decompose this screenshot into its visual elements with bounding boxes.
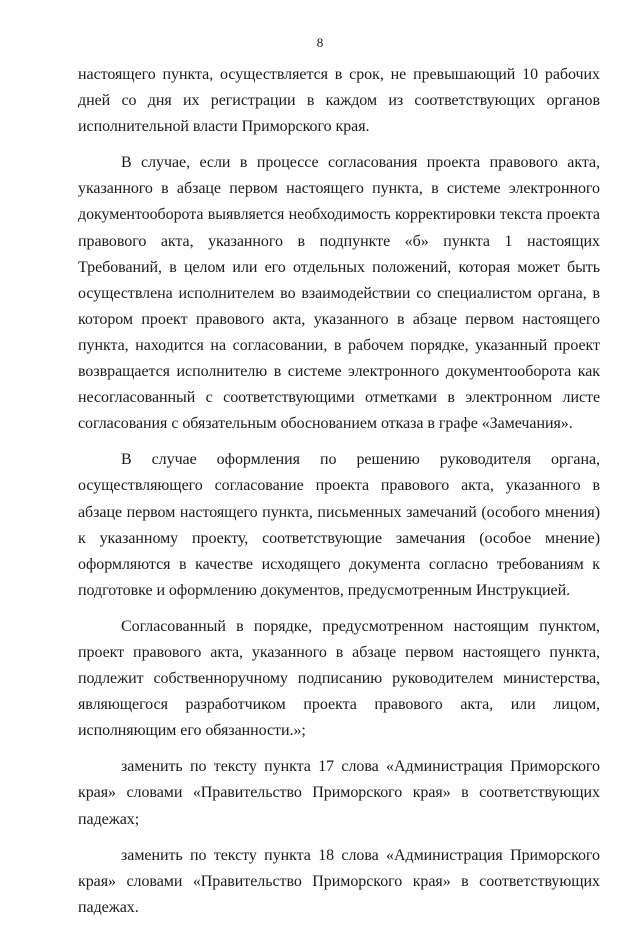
- page-number: 8: [316, 35, 324, 50]
- document-body: [78, 62, 600, 931]
- paragraph-6: заменить по тексту пункта 18 слова «Администрация Приморского края» словами «Правительство Приморского края» в соответствующих падежах.: [78, 846, 600, 916]
- paragraph-2: В случае, если в процессе согласования проекта правового акта, указанного в абзаце первом настоящего пункта, в системе электронного документооборота выявляется необходимость корректировки текста проекта правового акта, указанного в подпункте «б» пункта 1 настоящих Требований, в целом или его отдельных положений, которая может быть осуществлена исполнителем во взаимодействии со специалистом органа, в котором проект правового акта, указанного в абзаце первом настоящего пункта, находится на согласовании, в рабочем порядке, указанный проект возвращается исполнителю в системе электронного документооборота как несогласованный с соответствующими отметками в электронном листе согласования с обязательным обоснованием отказа в графе «Замечания».: [78, 154, 600, 433]
- paragraph-1: настоящего пункта, осуществляется в срок, не превышающий 10 рабочих дней со дня их регистрации в каждом из соответствующих органов исполнительной власти Приморского края.: [78, 66, 600, 136]
- paragraph-5: заменить по тексту пункта 17 слова «Администрация Приморского края» словами «Правительство Приморского края» в соответствующих падежах;: [78, 758, 600, 828]
- paragraph-4: Согласованный в порядке, предусмотренном настоящим пунктом, проект правового акта, указанного в абзаце первом настоящего пункта, подлежит собственноручному подписанию руководителем министерства, являющегося разработчиком проекта правового акта, или лицом, исполняющим его обязанности.»;: [78, 617, 600, 740]
- paragraph-3: В случае оформления по решению руководителя органа, осуществляющего согласование проекта правового акта, указанного в абзаце первом настоящего пункта, письменных замечаний (особого мнения) к указанному проекту, соответствующие замечания (особое мнение) оформляются в качестве исходящего документа согласно требованиям к подготовке и оформлению документов, предусмотренным Инструкцией.: [78, 451, 600, 599]
